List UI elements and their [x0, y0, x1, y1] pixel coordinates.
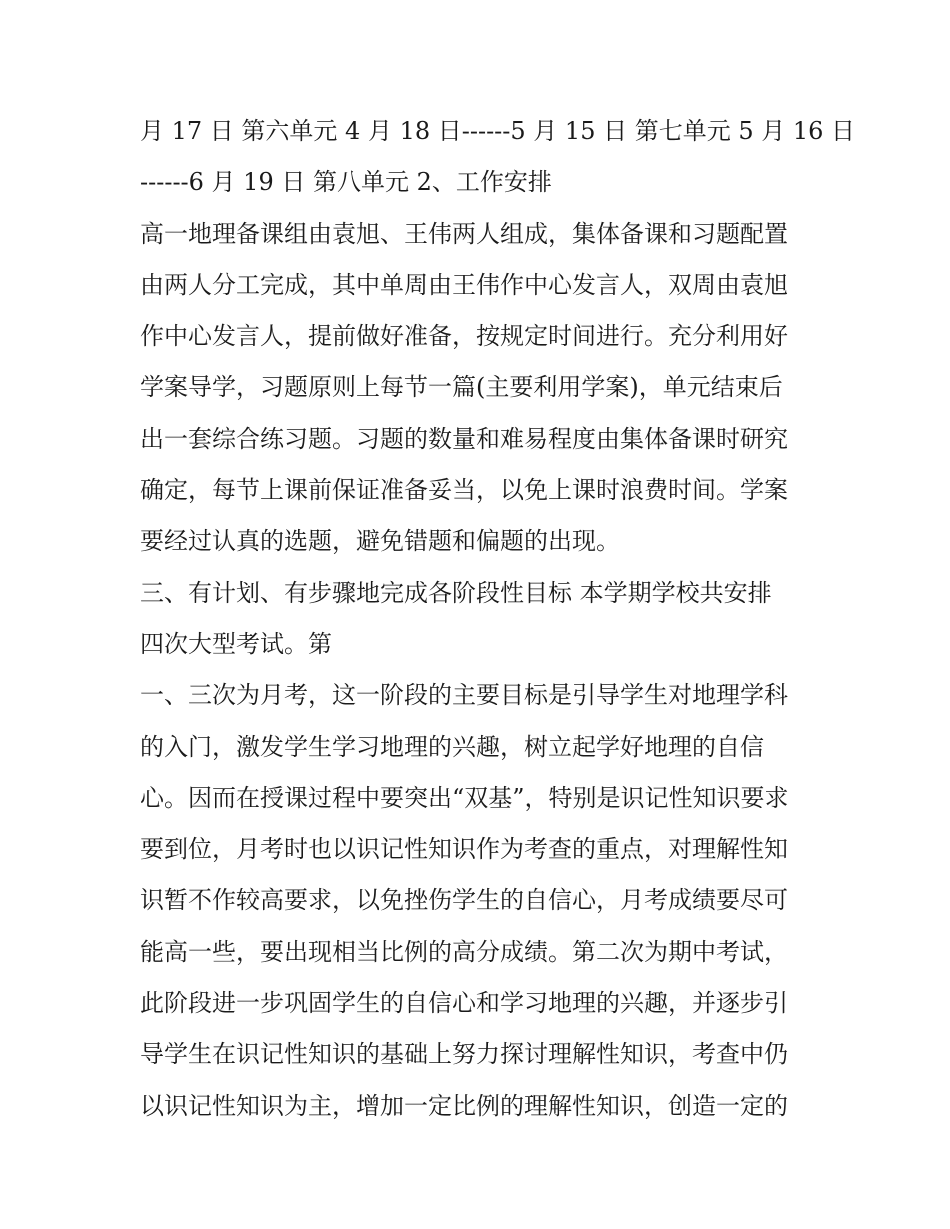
text-line: ------6 月 19 日 第八单元 2、工作安排 [140, 168, 552, 197]
text-line: 以识记性知识为主，增加一定比例的理解性知识，创造一定的 [140, 1091, 788, 1120]
text-line: 心。因而在授课过程中要突出“双基”，特别是识记性知识要求 [140, 783, 789, 812]
text-line: 高一地理备课组由袁旭、王伟两人组成，集体备课和习题配置 [140, 219, 788, 248]
text-line: 要经过认真的选题，避免错题和偏题的出现。 [140, 527, 620, 556]
text-line: 要到位，月考时也以识记性知识作为考查的重点，对理解性知 [140, 835, 788, 864]
text-line: 由两人分工完成，其中单周由王伟作中心发言人，双周由袁旭 [140, 270, 788, 299]
text-line: 确定，每节上课前保证准备妥当，以免上课时浪费时间。学案 [140, 476, 788, 505]
text-line: 出一套综合练习题。习题的数量和难易程度由集体备课时研究 [140, 424, 788, 453]
text-line: 作中心发言人，提前做好准备，按规定时间进行。充分利用好 [140, 322, 788, 351]
text-line: 月 17 日 第六单元 4 月 18 日------5 月 15 日 第七单元 5 月 16 日 [140, 117, 856, 145]
text-line: 导学生在识记性知识的基础上努力探讨理解性知识，考查中仍 [140, 1040, 788, 1069]
text-line: 学案导学，习题原则上每节一篇(主要利用学案)，单元结束后 [140, 373, 783, 402]
text-line: 三、有计划、有步骤地完成各阶段性目标 本学期学校共安排 [140, 578, 772, 607]
text-line: 一、三次为月考，这一阶段的主要目标是引导学生对地理学科 [140, 681, 788, 710]
text-line: 四次大型考试。第 [140, 629, 332, 658]
text-line: 此阶段进一步巩固学生的自信心和学习地理的兴趣，并逐步引 [140, 989, 788, 1018]
text-line: 的入门，激发学生学习地理的兴趣，树立起学好地理的自信 [140, 732, 764, 761]
text-line: 识暂不作较高要求，以免挫伤学生的自信心，月考成绩要尽可 [140, 886, 788, 915]
body-text [140, 106, 856, 1132]
text-line: 能高一些，要出现相当比例的高分成绩。第二次为期中考试， [140, 937, 788, 966]
